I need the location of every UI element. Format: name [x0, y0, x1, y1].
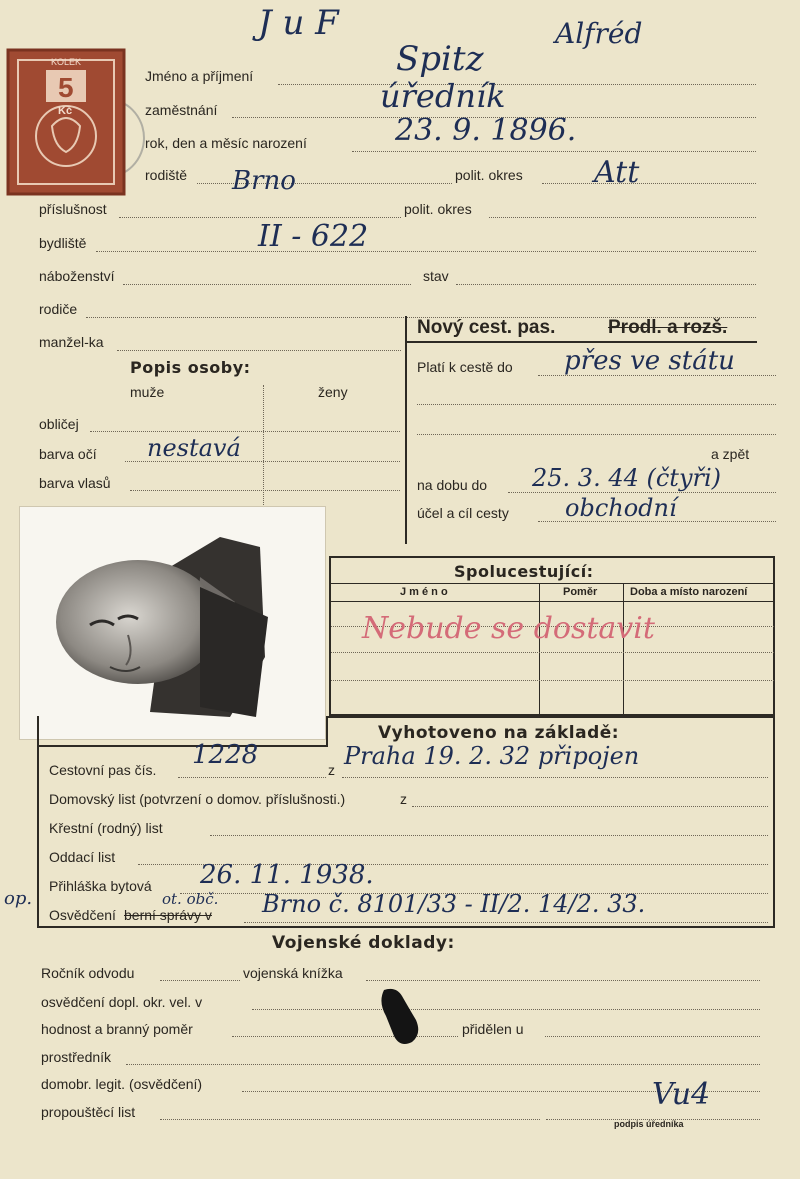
status-line — [456, 284, 756, 285]
hair-color-line — [130, 490, 400, 491]
military-assigned-label: přidělen u — [462, 1021, 524, 1037]
and-back-label: a zpět — [711, 446, 750, 462]
citizenship-line — [119, 217, 401, 218]
hw-residence: II - 622 — [258, 219, 369, 254]
companions-col-divider-2 — [623, 584, 624, 714]
occupation-label: zaměstnání — [145, 102, 218, 118]
military-book-label: vojenská knížka — [243, 965, 343, 981]
hw-signature: Vu4 — [652, 1077, 711, 1112]
revenue-stamp — [6, 48, 126, 196]
issued-domicile-z: z — [400, 791, 407, 807]
companions-col-name: J m é n o — [400, 586, 448, 598]
issued-notch — [326, 716, 328, 746]
description-divider — [263, 385, 264, 505]
companions-row-3 — [331, 680, 774, 681]
top-initials: J u F — [258, 3, 339, 43]
residence-label: bydliště — [39, 235, 87, 251]
companions-header-top — [331, 583, 774, 584]
citizenship-label: příslušnost — [39, 201, 107, 217]
military-book-line — [366, 980, 760, 981]
status-label: stav — [423, 268, 449, 284]
hw-companions: Nebude se dostavit — [362, 611, 655, 646]
ink-blot — [378, 984, 422, 1046]
companions-title: Spolucestující: — [454, 562, 594, 581]
military-rank-label: hodnost a branný poměr — [41, 1021, 193, 1037]
hw-purpose: obchodní — [565, 494, 677, 522]
military-release-line — [160, 1119, 540, 1120]
parents-label: rodiče — [39, 301, 78, 317]
hw-duration: 25. 3. 44 (čtyři) — [532, 464, 722, 492]
companions-row-2 — [331, 652, 774, 653]
issued-passport-label: Cestovní pas čís. — [49, 762, 157, 778]
hw-district: Att — [594, 155, 640, 190]
religion-label: náboženství — [39, 268, 115, 284]
name-label: Jméno a příjmení — [145, 68, 254, 84]
military-release-label: propouštěcí list — [41, 1104, 136, 1120]
hw-margin-note: op. — [4, 888, 33, 909]
name-line — [278, 84, 756, 85]
issued-tax-label-a: Osvědčení — [49, 907, 116, 923]
issued-top-left — [37, 745, 328, 747]
military-year-line — [160, 980, 240, 981]
military-assigned-line — [545, 1036, 760, 1037]
district2-label: polit. okres — [404, 201, 472, 217]
issued-baptism-label: Křestní (rodný) list — [49, 820, 163, 836]
period-line — [508, 492, 776, 493]
face-line — [90, 431, 400, 432]
military-rank-line — [232, 1036, 458, 1037]
passport-underline — [405, 341, 757, 343]
residence-line — [96, 251, 756, 252]
military-year-label: Ročník odvodu — [41, 965, 135, 981]
companions-col-relation: Poměr — [563, 586, 598, 598]
passport-title: Nový cest. pas. — [417, 317, 556, 338]
companions-col-divider-1 — [539, 584, 540, 714]
issued-registration-label: Přihláška bytová — [49, 878, 152, 894]
hw-birthplace: Brno — [232, 166, 296, 196]
military-intermediary-line — [126, 1064, 760, 1065]
hw-occupation: úředník — [380, 77, 506, 115]
valid-label: Platí k cestě do — [417, 359, 513, 375]
companions-header-bottom — [331, 601, 774, 602]
district2-line — [489, 217, 756, 218]
issued-from-line — [342, 777, 768, 778]
companions-col-birth: Doba a místo narození — [630, 586, 748, 598]
birthplace-label: rodiště — [145, 167, 188, 183]
issued-from-z: z — [328, 762, 335, 778]
hair-color-label: barva vlasů — [39, 475, 111, 491]
hw-surname: Spitz — [396, 39, 484, 79]
hw-first-name: Alfréd — [555, 17, 643, 50]
military-title: Vojenské doklady: — [272, 933, 455, 953]
issued-passport-line — [178, 777, 326, 778]
period-label: na dobu do — [417, 477, 488, 493]
hw-tax-cert: Brno č. 8101/33 - II/2. 14/2. 33. — [262, 890, 646, 918]
signature-label: podpis úředníka — [614, 1119, 684, 1129]
issued-domicile-line — [412, 806, 768, 807]
valid-line-3 — [417, 434, 776, 435]
spouse-line — [117, 350, 401, 351]
issued-tax-line — [244, 922, 768, 923]
issued-tax-label-b: berní správy v — [124, 907, 212, 923]
district-label: polit. okres — [455, 167, 523, 183]
description-male: muže — [130, 384, 165, 400]
military-cert-label: osvědčení dopl. okr. vel. v — [41, 994, 203, 1010]
stamp-value: 5 — [58, 72, 74, 103]
portrait-graphic — [20, 507, 325, 739]
military-intermediary-label: prostředník — [41, 1049, 112, 1065]
district-line — [542, 183, 756, 184]
valid-line-2 — [417, 404, 776, 405]
issued-baptism-line — [210, 835, 768, 836]
birth-date-label: rok, den a měsíc narození — [145, 135, 307, 151]
face-label: obličej — [39, 416, 79, 432]
hw-eyes: nestavá — [147, 434, 241, 462]
military-cert-line — [252, 1009, 760, 1010]
issued-top-right — [326, 716, 775, 718]
passport-divider — [405, 316, 407, 544]
issued-title: Vyhotoveno na základě: — [378, 723, 620, 743]
stamp-top-text: KOLEK — [51, 57, 82, 67]
eye-color-label: barva očí — [39, 446, 97, 462]
hw-registration: 26. 11. 1938. — [200, 860, 374, 890]
hw-passport-no: 1228 — [192, 740, 259, 770]
spouse-label: manžel-ka — [39, 334, 104, 350]
description-female: ženy — [318, 384, 348, 400]
stamp-graphic — [6, 48, 148, 198]
description-title: Popis osoby: — [130, 358, 251, 377]
military-legion-label: domobr. legit. (osvědčení) — [41, 1076, 203, 1092]
stamp-currency: Kč — [58, 105, 73, 117]
portrait-photo — [19, 506, 326, 740]
birth-date-line — [352, 151, 756, 152]
religion-line — [123, 284, 411, 285]
hw-valid-for: přes ve státu — [564, 346, 735, 376]
purpose-label: účel a cíl cesty — [417, 505, 509, 521]
issued-domicile-label: Domovský list (potvrzení o domov. příslušnosti.) — [49, 791, 346, 807]
hw-margin-note2: ot. obč. — [162, 890, 219, 908]
passport-struck: Prodl. a rozš. — [608, 317, 728, 338]
hw-passport-from: Praha 19. 2. 32 připojen — [344, 742, 640, 770]
issued-marriage-label: Oddací list — [49, 849, 116, 865]
hw-birth-date: 23. 9. 1896. — [395, 113, 577, 148]
